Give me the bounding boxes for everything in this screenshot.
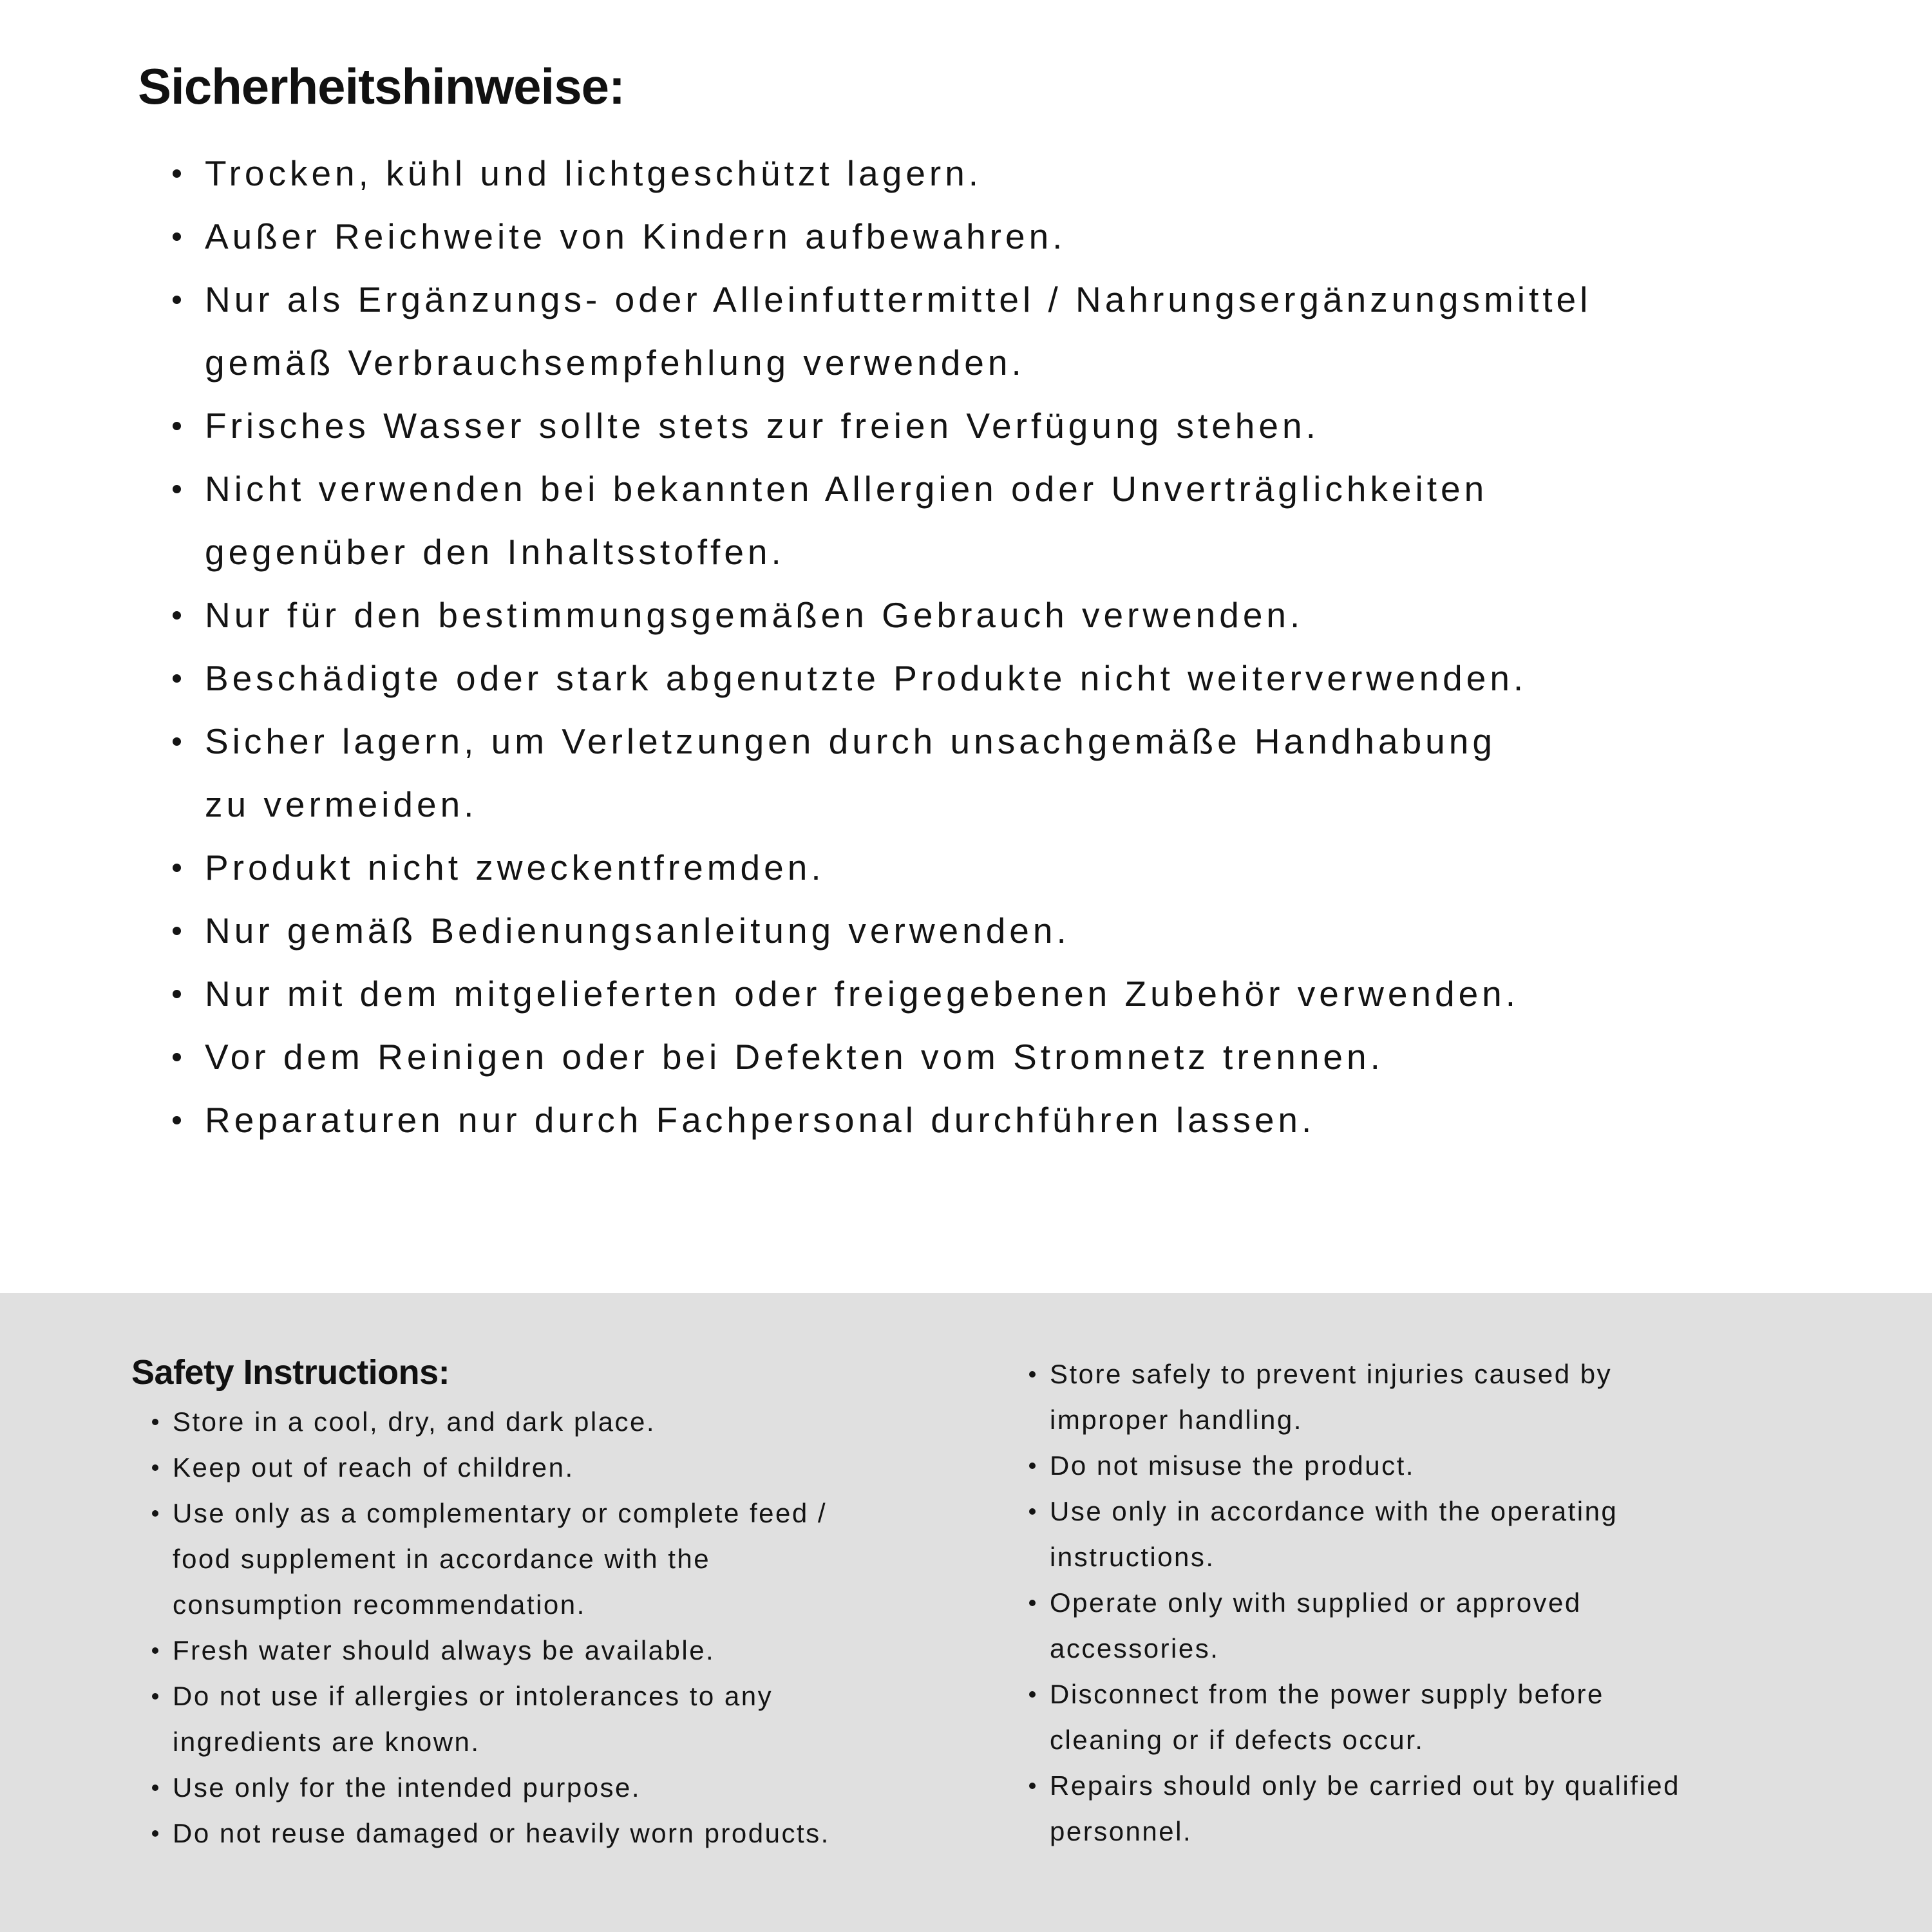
wrapped-line: instructions. <box>1050 1542 1215 1572</box>
wrapped-line: cleaning or if defects occur. <box>1050 1725 1425 1755</box>
german-safety-item <box>205 1088 1591 1151</box>
bullet-line: Nicht verwenden bei bekannten Allergien oder Unverträglichkeiten <box>205 457 1591 520</box>
english-safety-item <box>1050 1671 1680 1763</box>
bullet-line: Use only as a complementary or complete feed / <box>173 1490 830 1536</box>
german-safety-item <box>205 457 1591 583</box>
wrapped-line: zu vermeiden. <box>205 784 478 824</box>
wrapped-line: food supplement in accordance with the <box>173 1544 711 1574</box>
bullet-line: Vor dem Reinigen oder bei Defekten vom Stromnetz trennen. <box>205 1025 1591 1088</box>
bullet-line: Keep out of reach of children. <box>173 1444 830 1490</box>
english-right-column <box>1050 1351 1680 1854</box>
wrapped-line: ingredients are known. <box>173 1727 480 1757</box>
bullet-line: Sicher lagern, um Verletzungen durch unsachgemäße Handhabung <box>205 710 1591 773</box>
bullet-line: Store safely to prevent injuries caused by <box>1050 1351 1680 1397</box>
bullet-line: Nur für den bestimmungsgemäßen Gebrauch verwenden. <box>205 583 1591 647</box>
bullet-line: Beschädigte oder stark abgenutzte Produkte nicht weiterverwenden. <box>205 647 1591 710</box>
english-section <box>0 1293 1932 1932</box>
bullet-line: Reparaturen nur durch Fachpersonal durchführen lassen. <box>205 1088 1591 1151</box>
wrapped-line: gegenüber den Inhaltsstoffen. <box>205 532 785 572</box>
bullet-line: Operate only with supplied or approved <box>1050 1580 1680 1625</box>
bullet-line: Nur mit dem mitgelieferten oder freigegebenen Zubehör verwenden. <box>205 962 1591 1025</box>
german-safety-item <box>205 1025 1591 1088</box>
bullet-line: Use only for the intended purpose. <box>173 1765 830 1810</box>
german-safety-item <box>205 583 1591 647</box>
bullet-line: Disconnect from the power supply before <box>1050 1671 1680 1717</box>
german-safety-item <box>205 962 1591 1025</box>
bullet-line: Repairs should only be carried out by qualified <box>1050 1763 1680 1808</box>
wrapped-line: accessories. <box>1050 1633 1220 1663</box>
english-safety-item <box>173 1490 830 1627</box>
wrapped-line: consumption recommendation. <box>173 1589 586 1620</box>
german-safety-list <box>205 142 1591 1151</box>
english-safety-item <box>173 1444 830 1490</box>
german-safety-item <box>205 836 1591 899</box>
wrapped-line: gemäß Verbrauchsempfehlung verwenden. <box>205 343 1025 383</box>
english-safety-item <box>173 1810 830 1856</box>
english-safety-item <box>1050 1580 1680 1671</box>
german-safety-item <box>205 268 1591 394</box>
english-safety-item <box>173 1399 830 1444</box>
german-safety-item <box>205 205 1591 268</box>
english-left-column <box>173 1399 830 1856</box>
english-safety-item <box>1050 1488 1680 1580</box>
english-safety-item <box>1050 1763 1680 1854</box>
bullet-line: Nur gemäß Bedienungsanleitung verwenden. <box>205 899 1591 962</box>
wrapped-line: improper handling. <box>1050 1405 1303 1435</box>
bullet-line: Fresh water should always be available. <box>173 1627 830 1673</box>
bullet-line: Produkt nicht zweckentfremden. <box>205 836 1591 899</box>
german-safety-item <box>205 710 1591 836</box>
bullet-line: Use only in accordance with the operating <box>1050 1488 1680 1534</box>
bullet-line: Store in a cool, dry, and dark place. <box>173 1399 830 1444</box>
bullet-line: Außer Reichweite von Kindern aufbewahren. <box>205 205 1591 268</box>
german-safety-item <box>205 142 1591 205</box>
english-safety-item <box>173 1765 830 1810</box>
english-safety-item <box>173 1627 830 1673</box>
bullet-line: Do not reuse damaged or heavily worn products. <box>173 1810 830 1856</box>
german-safety-item <box>205 394 1591 457</box>
english-safety-item <box>173 1673 830 1765</box>
bullet-line: Frisches Wasser sollte stets zur freien Verfügung stehen. <box>205 394 1591 457</box>
english-heading: Safety Instructions: <box>131 1353 450 1392</box>
bullet-line: Do not misuse the product. <box>1050 1443 1680 1488</box>
bullet-line: Trocken, kühl und lichtgeschützt lagern. <box>205 142 1591 205</box>
english-safety-item <box>1050 1443 1680 1488</box>
bullet-line: Nur als Ergänzungs- oder Alleinfuttermittel / Nahrungsergänzungsmittel <box>205 268 1591 331</box>
wrapped-line: personnel. <box>1050 1816 1193 1846</box>
german-safety-item <box>205 647 1591 710</box>
bullet-line: Do not use if allergies or intolerances to any <box>173 1673 830 1719</box>
german-heading: Sicherheitshinweise: <box>138 58 625 115</box>
english-safety-item <box>1050 1351 1680 1443</box>
german-safety-item <box>205 899 1591 962</box>
